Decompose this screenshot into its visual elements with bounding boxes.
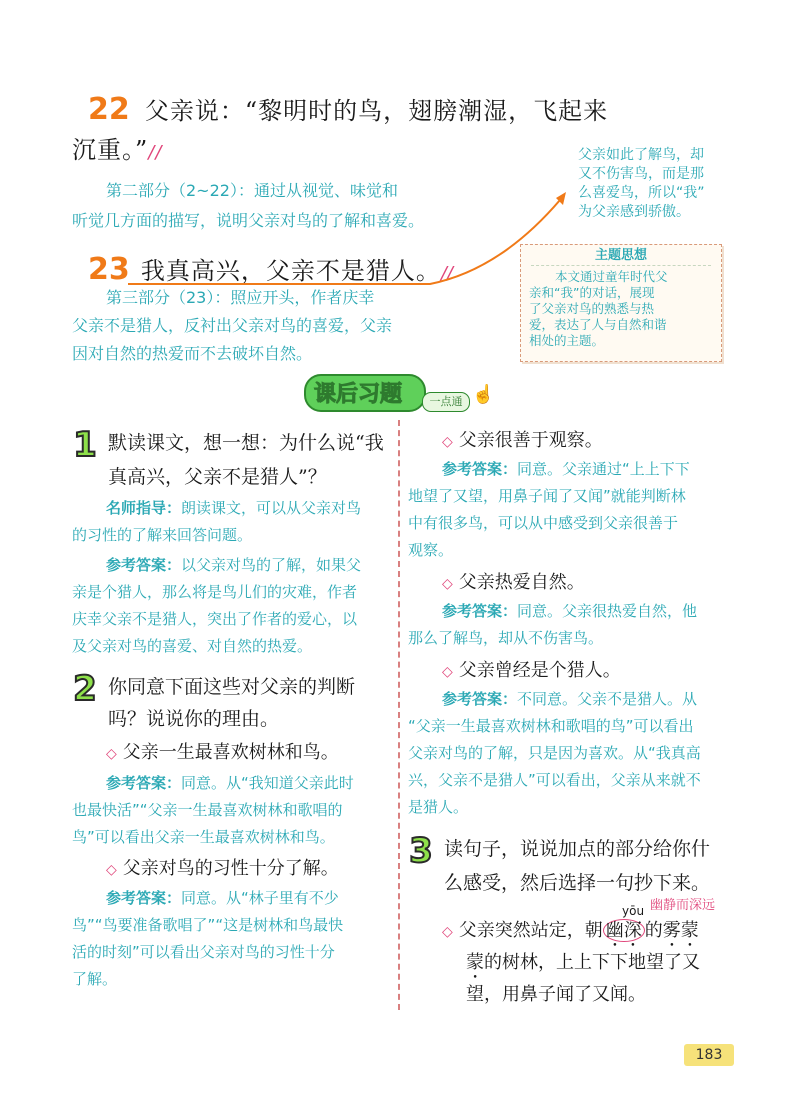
- guide-text: 朗读课文，可以从父亲对鸟: [181, 499, 362, 517]
- question-3-icon: 3: [409, 831, 433, 871]
- paragraph-number: 23: [88, 252, 130, 287]
- q3-sentence-line3: 望，用鼻子闻了又闻。: [466, 984, 646, 1005]
- diamond-bullet-icon: ◇: [442, 924, 453, 940]
- paragraph-number: 22: [88, 92, 130, 127]
- q1-answer-line4: 及父亲对鸟的喜爱、对自然的热爱。: [72, 637, 313, 655]
- q2-item1-answer-line2: 也最快活”“父亲一生最喜欢树林和歌唱的: [72, 801, 343, 819]
- q2-item1-answer-line3: 鸟”可以看出父亲一生最喜欢树林和鸟。: [72, 828, 335, 846]
- theme-box-line: 相处的主题。: [529, 333, 605, 348]
- diamond-bullet-icon: ◇: [442, 434, 453, 450]
- q2-item5: [442, 656, 621, 687]
- banner-title: 课后习题: [314, 382, 403, 407]
- q2-item3-answer-line2: 地望了又望，用鼻子闻了又闻”就能判断林: [408, 487, 686, 505]
- q2-item5-answer-line4: 兴，父亲不是猎人”可以看出，父亲从来就不: [408, 771, 701, 789]
- theme-box: [520, 244, 722, 362]
- answer-label: 参考答案：: [106, 774, 182, 792]
- answer-label: 参考答案：: [442, 460, 518, 478]
- q2-item4: [442, 568, 585, 599]
- sentence-text: 父亲突然站定，朝: [458, 920, 603, 941]
- q1-line2: 真高兴，父亲不是猎人”？: [108, 466, 327, 488]
- q2-item3-answer-line4: 观察。: [408, 541, 454, 559]
- q2-item4-answer-line2: 那么了解鸟，却从不伤害鸟。: [408, 629, 604, 647]
- q3-line2: 么感受，然后选择一句抄下来。: [444, 872, 711, 894]
- column-divider: [398, 420, 400, 1010]
- item-text: 父亲热爱自然。: [458, 572, 585, 593]
- part2-summary-line1: 第二部分（2~22）：通过从视觉、味觉和: [106, 181, 398, 200]
- theme-box-title: 主题思想: [531, 247, 711, 266]
- page-number: 183: [684, 1044, 734, 1066]
- part3-summary-line3: 因对自然的热爱而不去破坏自然。: [72, 344, 313, 363]
- item-text: 父亲曾经是个猎人。: [458, 660, 621, 681]
- q2-item5-answer-line2: “父亲一生最喜欢树林和歌唱的鸟”可以看出: [408, 717, 694, 735]
- paragraph-text: 父亲说：“黎明时的鸟，翅膀潮湿，飞起来: [144, 97, 609, 125]
- q2-item3: [442, 426, 603, 457]
- paragraph-text: 沉重。”: [72, 136, 149, 164]
- part2-summary-line2: 听觉几方面的描写，说明父亲对鸟的了解和喜爱。: [72, 211, 425, 230]
- answer-text: 同意。从“我知道父亲此时: [181, 774, 354, 792]
- q2-item1: [106, 738, 339, 769]
- answer-label: 参考答案：: [106, 556, 182, 574]
- item-text: 父亲一生最喜欢树林和鸟。: [122, 742, 339, 763]
- pointer-hand-icon: ☝: [472, 384, 495, 405]
- q2-item3-answer-line3: 中有很多鸟，可以从中感受到父亲很善于: [408, 514, 679, 532]
- sentence-text: 的树林，上上下下地望了又: [484, 952, 700, 973]
- annotation-note: 幽静而深远: [650, 898, 716, 913]
- q3-line1: 读句子，说说加点的部分给你什: [444, 838, 711, 860]
- diamond-bullet-icon: ◇: [442, 664, 453, 680]
- part3-summary-line2: 父亲不是猎人，反衬出父亲对鸟的喜爱，父亲: [72, 316, 393, 335]
- side-note: [578, 146, 705, 222]
- item-text: 父亲对鸟的习性十分了解。: [122, 858, 339, 879]
- side-note-line: 为父亲感到骄傲。: [578, 204, 690, 220]
- q3-sentence-line1: [442, 916, 699, 951]
- banner-sub: 一点通: [422, 392, 470, 412]
- exercise-banner: [304, 372, 494, 414]
- circled-word: 幽深: [603, 919, 645, 942]
- item-text: 父亲很善于观察。: [458, 430, 603, 451]
- dotted-word: 雾蒙: [662, 920, 699, 941]
- q2-item2-answer-line4: 了解。: [72, 970, 118, 988]
- q3-sentence-line2: [466, 948, 700, 983]
- theme-box-line: 亲和“我”的对话，展现: [529, 285, 655, 300]
- answer-text: 不同意。父亲不是猎人。从: [517, 690, 698, 708]
- theme-box-body: [521, 266, 721, 349]
- diamond-bullet-icon: ◇: [442, 576, 453, 592]
- diamond-bullet-icon: ◇: [106, 862, 117, 878]
- question-1-icon: 1: [73, 425, 97, 465]
- q2-item2-answer-line2: 鸟”“鸟要准备歌唱了”“这是树林和鸟最快: [72, 916, 344, 934]
- q2-item1-answer-line1: [106, 770, 354, 797]
- part3-summary-line1: 第三部分（23）：照应开头，作者庆幸: [106, 288, 375, 307]
- q2-item5-answer-line3: 父亲对鸟的了解，只是因为喜欢。从“我真高: [408, 744, 701, 762]
- q2-item4-answer-line1: [442, 598, 697, 625]
- q2-item5-answer-line1: [442, 686, 697, 713]
- section-break-mark: //: [440, 263, 453, 284]
- q1-guide-line1: [106, 495, 361, 522]
- theme-box-line: 爱，表达了人与自然和谐: [529, 317, 667, 332]
- side-note-line: 么喜爱鸟，所以“我”: [578, 185, 705, 201]
- q2-line2: 吗？说说你的理由。: [108, 708, 280, 730]
- q1-answer-line2: 亲是个猎人，那么将是鸟儿们的灾难，作者: [72, 583, 358, 601]
- q2-item2-answer-line3: 活的时刻”可以看出父亲对鸟的习性十分: [72, 943, 335, 961]
- q2-item2-answer-line1: [106, 885, 339, 912]
- answer-text: 同意。从“林子里有不少: [181, 889, 339, 907]
- q2-item3-answer-line1: [442, 456, 690, 483]
- q2-item5-answer-line5: 是猎人。: [408, 798, 469, 816]
- q1-answer-line3: 庆幸父亲不是猎人，突出了作者的爱心，以: [72, 610, 358, 628]
- guide-label: 名师指导：: [106, 499, 182, 517]
- answer-label: 参考答案：: [442, 690, 518, 708]
- pinyin: yōu: [622, 904, 645, 918]
- diamond-bullet-icon: ◇: [106, 746, 117, 762]
- answer-label: 参考答案：: [442, 602, 518, 620]
- q1-line1: 默读课文，想一想：为什么说“我: [108, 432, 384, 454]
- dotted-word: 蒙: [466, 952, 484, 973]
- side-note-line: 父亲如此了解鸟，却: [578, 147, 704, 163]
- question-2-icon: 2: [73, 669, 97, 709]
- sentence-text: 的: [644, 920, 663, 941]
- q2-line1: 你同意下面这些对父亲的判断: [108, 676, 356, 698]
- answer-text: 以父亲对鸟的了解，如果父: [181, 556, 362, 574]
- theme-box-line: 本文通过童年时代父: [555, 269, 668, 284]
- paragraph-text: 我真高兴，父亲不是猎人。: [140, 257, 441, 285]
- theme-box-line: 了父亲对鸟的熟悉与热: [529, 301, 655, 316]
- q1-guide-line2: 的习性的了解来回答问题。: [72, 526, 253, 544]
- q2-item2: [106, 854, 339, 885]
- answer-text: 同意。父亲通过“上上下下: [517, 460, 690, 478]
- section-break-mark: //: [148, 142, 163, 163]
- side-note-line: 又不伤害鸟，而是那: [578, 166, 704, 182]
- q1-answer-line1: [106, 552, 361, 579]
- answer-label: 参考答案：: [106, 889, 182, 907]
- answer-text: 同意。父亲很热爱自然，他: [517, 602, 698, 620]
